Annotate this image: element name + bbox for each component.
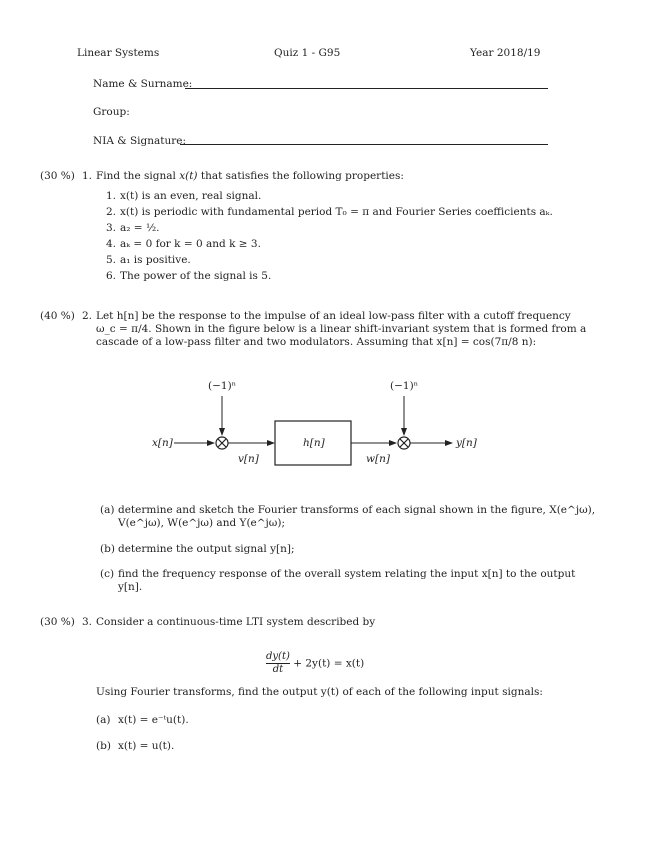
q1-item-text: The power of the signal is 5. (120, 270, 272, 282)
eq-numerator: dy(t) (266, 651, 290, 662)
q1-item-num: 6. (106, 270, 117, 282)
q1-item-num: 4. (106, 238, 117, 250)
q1-item-num: 3. (106, 222, 117, 234)
q1-item-text: x(t) is periodic with fundamental period T₀ = π and Fourier Series coefficients aₖ. (120, 206, 553, 218)
q3-weight: (30 %) (40, 616, 75, 628)
q3-part-label: (b) (96, 740, 111, 752)
eq-rest: + 2y(t) = x(t) (293, 657, 365, 670)
q1-item-text: a₁ is positive. (120, 254, 191, 266)
diagram-v-label: v[n] (238, 453, 259, 465)
q2-text-line-1: Let h[n] be the response to the impulse of an ideal low-pass filter with a cutoff frequency (96, 310, 571, 322)
nia-label: NIA & Signature: (93, 135, 186, 147)
q1-item-num: 2. (106, 206, 117, 218)
q2-number: 2. (82, 310, 93, 322)
q2-part-text: determine and sketch the Fourier transforms of each signal shown in the figure, X(e^jω), (118, 504, 596, 516)
q2-part-text: V(e^jω), W(e^jω) and Y(e^jω); (118, 517, 286, 529)
diagram-mod2-label: (−1)ⁿ (390, 380, 419, 392)
q1-item-num: 5. (106, 254, 117, 266)
diagram-mod1-label: (−1)ⁿ (208, 380, 237, 392)
q1-number: 1. (82, 170, 93, 182)
q2-part-text: find the frequency response of the overall system relating the input x[n] to the output (118, 568, 576, 580)
q2-text-line-3: cascade of a low-pass filter and two modulators. Assuming that x[n] = cos(7π/8 n): (96, 336, 537, 348)
group-label: Group: (93, 106, 130, 118)
q2-weight: (40 %) (40, 310, 75, 322)
q2-part-text: y[n]. (118, 581, 143, 593)
q1-item-text: x(t) is an even, real signal. (120, 190, 262, 202)
course-title: Linear Systems (77, 47, 160, 59)
quiz-title: Quiz 1 - G95 (274, 47, 341, 59)
q2-part-label: (c) (100, 568, 115, 580)
q2-part-label: (a) (100, 504, 115, 516)
q3-prompt: Using Fourier transforms, find the output y(t) of each of the following input signals: (96, 686, 543, 698)
q2-text-line-2: ω_c = π/4. Shown in the figure below is a linear shift-invariant system that is formed from a (96, 323, 587, 335)
diagram-filter-label: h[n] (303, 437, 325, 449)
academic-year: Year 2018/19 (470, 47, 541, 59)
name-label: Name & Surname: (93, 78, 193, 90)
diagram-w-label: w[n] (366, 453, 390, 465)
diagram-input-label: x[n] (152, 437, 173, 449)
q3-part-text: x(t) = u(t). (118, 740, 175, 752)
q2-part-label: (b) (100, 543, 115, 555)
q3-number: 3. (82, 616, 93, 628)
q3-equation (266, 651, 364, 676)
q1-stem: Find the signal x(t) that satisfies the following properties: (96, 170, 404, 182)
q1-item-num: 1. (106, 190, 117, 202)
eq-denominator: dt (272, 664, 284, 675)
q3-stem: Consider a continuous-time LTI system described by (96, 616, 376, 628)
q1-weight: (30 %) (40, 170, 75, 182)
q1-item-text: a₂ = ½. (120, 222, 160, 234)
q3-part-text: x(t) = e⁻ᵗu(t). (118, 714, 189, 726)
q3-part-label: (a) (96, 714, 111, 726)
q2-part-text: determine the output signal y[n]; (118, 543, 295, 555)
q1-item-text: aₖ = 0 for k = 0 and k ≥ 3. (120, 238, 261, 250)
diagram-output-label: y[n] (456, 437, 477, 449)
